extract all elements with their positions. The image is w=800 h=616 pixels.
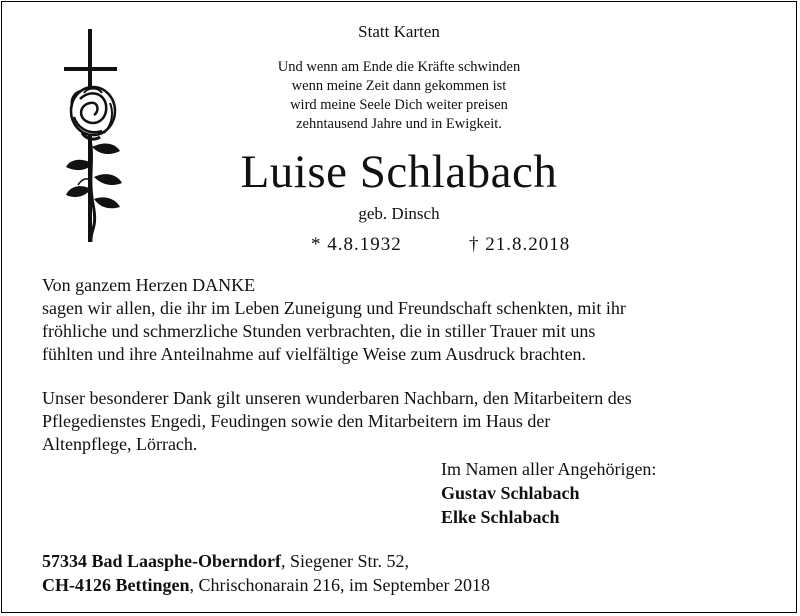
address-place: CH-4126 Bettingen (42, 575, 190, 595)
special-thanks-line: Pflegedienstes Engedi, Feudingen sowie den Mitarbeitern im Haus der (42, 411, 551, 431)
thanks-paragraph (42, 274, 626, 366)
signoff-intro: Im Namen aller Angehörigen: (441, 459, 657, 479)
thanks-line: fühlten und ihre Anteilnahme auf vielfältige Weise zum Ausdruck brachten. (42, 344, 587, 364)
addresses (42, 549, 490, 597)
thanks-line: Von ganzem Herzen DANKE (42, 275, 256, 295)
address-rest: , Chrischonarain 216, im September 2018 (189, 575, 490, 595)
maiden-name: geb. Dinsch (358, 204, 440, 223)
address-place: 57334 Bad Laasphe-Oberndorf (42, 551, 282, 571)
deceased-name: Luise Schlabach (240, 146, 558, 198)
poem-line: zehntausend Jahre und in Ewigkeit. (296, 116, 502, 132)
poem-line: wird meine Seele Dich weiter preisen (290, 97, 508, 113)
signoff-name: Elke Schlabach (441, 507, 560, 527)
address-line (42, 549, 490, 573)
thanks-line: sagen wir allen, die ihr im Leben Zuneigung und Freundschaft schenkten, mit ihr (42, 298, 626, 318)
obituary-notice (1, 1, 797, 613)
birth-date: * 4.8.1932 (311, 234, 402, 255)
signoff-name: Gustav Schlabach (441, 483, 580, 503)
special-thanks-line: Unser besonderer Dank gilt unseren wunderbaren Nachbarn, den Mitarbeitern des (42, 388, 632, 408)
signoff (441, 457, 656, 529)
poem (2, 58, 796, 134)
special-thanks-paragraph (42, 387, 632, 456)
address-line (42, 573, 490, 597)
statt-karten-heading: Statt Karten (358, 22, 440, 41)
poem-line: Und wenn am Ende die Kräfte schwinden (277, 59, 521, 75)
address-rest: , Siegener Str. 52, (281, 551, 410, 571)
special-thanks-line: Altenpflege, Lörrach. (42, 434, 198, 454)
death-date: † 21.8.2018 (469, 234, 571, 255)
poem-line: wenn meine Zeit dann gekommen ist (291, 78, 507, 94)
thanks-line: fröhliche und schmerzliche Stunden verbrachten, die in stiller Trauer mit uns (42, 321, 596, 341)
